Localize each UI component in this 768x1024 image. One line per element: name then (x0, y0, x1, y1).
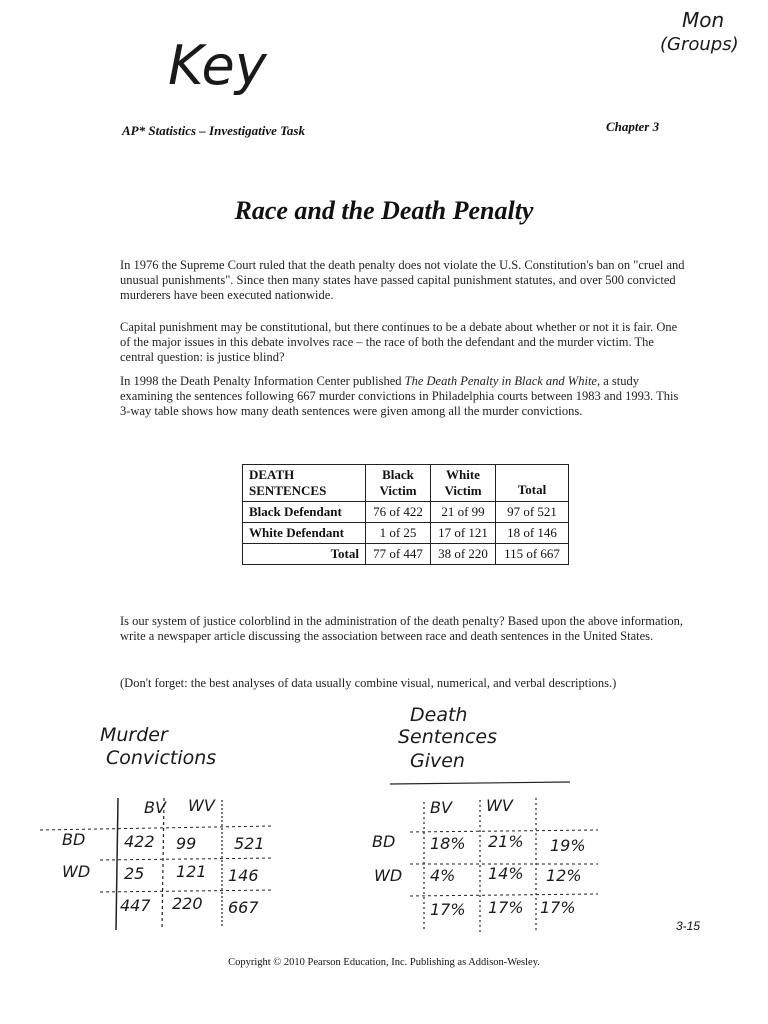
table-cell: 1 of 25 (366, 523, 431, 544)
notes-right-cell: 21% (488, 832, 524, 851)
notes-left-cell: 521 (234, 834, 265, 853)
table-header-cell: Total (496, 465, 569, 502)
notes-left-cell: 25 (124, 864, 145, 883)
notes-right-col-header: BV (430, 798, 452, 817)
handwritten-mon: Mon (682, 8, 725, 32)
notes-right-title-2: Sentences (398, 726, 498, 748)
table-cell: 115 of 667 (496, 544, 569, 565)
table-cell: 18 of 146 (496, 523, 569, 544)
notes-left-cell: 121 (176, 862, 207, 881)
header-left: AP* Statistics – Investigative Task (122, 123, 305, 138)
notes-left-cell: 667 (228, 898, 259, 917)
notes-right-cell: 4% (430, 866, 456, 885)
table-cell: 17 of 121 (431, 523, 496, 544)
notes-right-title-3: Given (410, 750, 465, 772)
notes-left-cell: 99 (176, 834, 197, 853)
notes-left-title-2: Convictions (106, 747, 217, 769)
notes-left-title-1: Murder (100, 724, 168, 746)
notes-left-col-header: WV (188, 796, 215, 815)
page-title: Race and the Death Penalty (234, 196, 534, 225)
notes-right-row-label: WD (374, 866, 403, 885)
reminder-paragraph: (Don't forget: the best analyses of data usually combine visual, numerical, and verbal descriptions.) (120, 676, 617, 690)
table-row (243, 523, 569, 544)
death-sentences-table (242, 464, 569, 565)
copyright-footer: Copyright © 2010 Pearson Education, Inc. Publishing as Addison-Wesley. (228, 957, 540, 968)
table-cell: 21 of 99 (431, 502, 496, 523)
notes-right-cell: 17% (430, 900, 466, 919)
notes-left-col-header: BV (144, 798, 166, 817)
table-row-label: White Defendant (243, 523, 366, 544)
notes-right-row-label: BD (372, 832, 396, 851)
notes-right-cell: 12% (546, 866, 582, 885)
header-chapter: Chapter 3 (606, 119, 660, 134)
notes-left-row-label: BD (62, 830, 86, 849)
notes-right-cell: 17% (540, 898, 576, 917)
paragraph-2: Capital punishment may be constitutional, but there continues to be a debate about whether or not it is fair. One of the major issues in this debate involves race – the race of both the defendant and the murder victim. The central question: is justice blind? (120, 320, 678, 364)
notes-left-cell: 220 (172, 894, 203, 913)
notes-left-cell: 422 (124, 832, 155, 851)
notes-left-cell: 146 (228, 866, 259, 885)
page-number: 3-15 (676, 919, 701, 933)
table-row (243, 544, 569, 565)
table-cell: 38 of 220 (431, 544, 496, 565)
notes-right-cell: 14% (488, 864, 524, 883)
paragraph-1: In 1976 the Supreme Court ruled that the death penalty does not violate the U.S. Constitution's ban on "cruel and unusual punishments". Since then many states have passed capital punishment statutes, and over 500 convicted murderers have been executed nationwide. (120, 258, 685, 302)
table-header-row (243, 465, 569, 502)
notes-right-cell: 19% (550, 836, 586, 855)
question-paragraph: Is our system of justice colorblind in the administration of the death penalty? Based upon the above information, write a newspaper article discussing the association between race and death sentences in the United States. (120, 614, 684, 643)
book-title: The Death Penalty in Black and White (404, 374, 597, 388)
notes-left-row-label: WD (62, 862, 91, 881)
table-cell: 76 of 422 (366, 502, 431, 523)
notes-right-title-1: Death (410, 704, 468, 726)
table-row (243, 502, 569, 523)
handwritten-groups: (Groups) (660, 34, 739, 55)
table-row-label: Black Defendant (243, 502, 366, 523)
table-header-cell: DEATH SENTENCES (243, 465, 366, 502)
handwritten-key: Key (168, 34, 267, 97)
notes-right-col-header: WV (486, 796, 513, 815)
table-header-cell: White Victim (431, 465, 496, 502)
paragraph-3-intro: In 1998 the Death Penalty Information Center published (120, 374, 405, 388)
table-header-cell: Black Victim (366, 465, 431, 502)
notes-right-cell: 17% (488, 898, 524, 917)
paragraph-3 (120, 374, 690, 419)
table-cell: 77 of 447 (366, 544, 431, 565)
notes-right-cell: 18% (430, 834, 466, 853)
paragraph-3-end: murder convictions. (482, 404, 583, 418)
table-row-label: Total (243, 544, 366, 565)
paragraph-3-body: , a study examining the sentences following 667 murder convictions in Philadelphia courts between 1983 and 1993. This 3-way table shows how many death sentences were given among all the (120, 374, 679, 418)
notes-left-cell: 447 (120, 896, 151, 915)
table-cell: 97 of 521 (496, 502, 569, 523)
